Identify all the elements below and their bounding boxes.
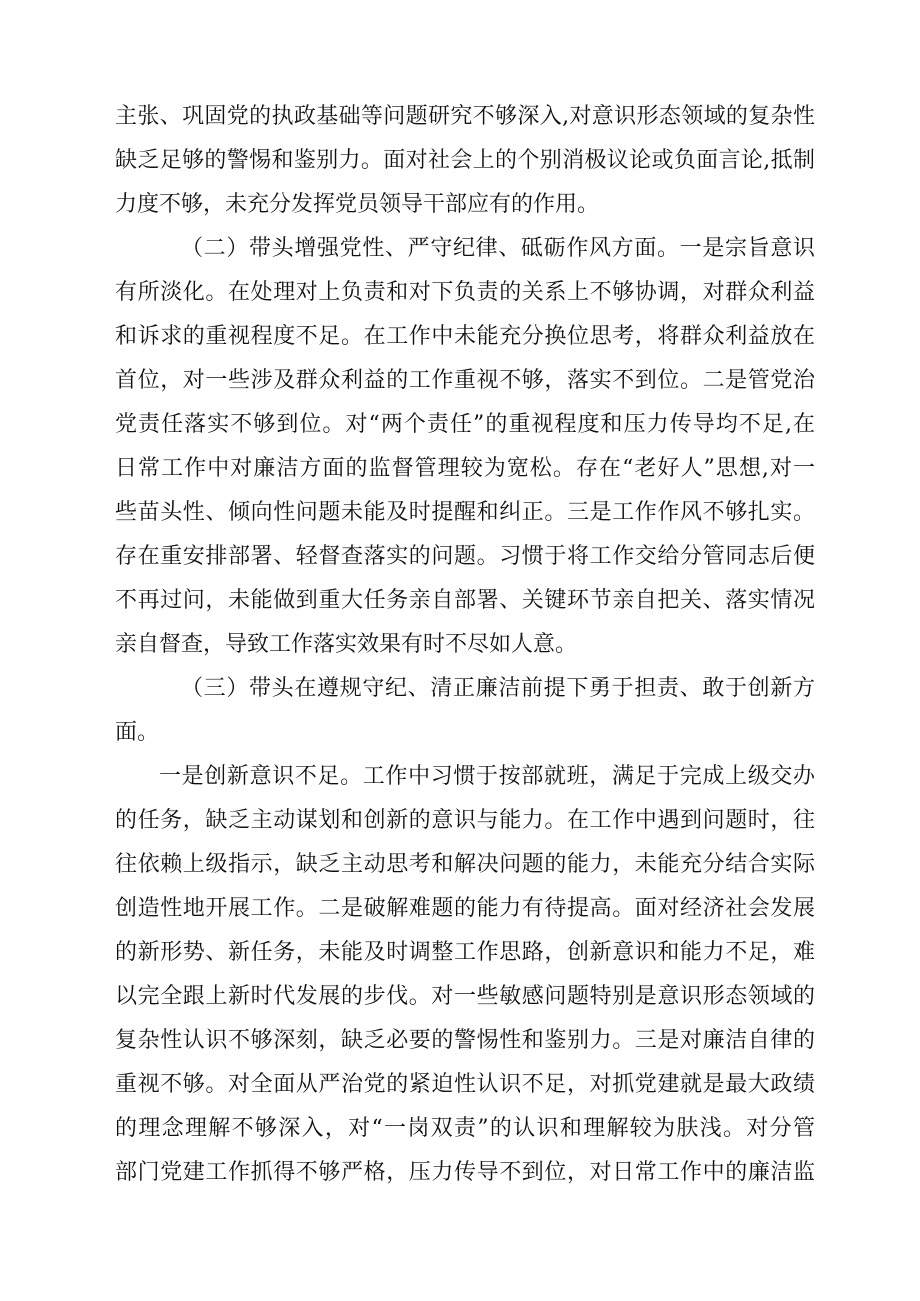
section-heading-2: （二）带头增强党性、严守纪律、砥砺作风方面。一是宗旨意识 bbox=[181, 236, 815, 261]
text-line: 存在重安排部署、轻督查落实的问题。习惯于将工作交给分管同志后便 bbox=[115, 544, 815, 569]
text-line: 党责任落实不够到位。对“两个责任”的重视程度和压力传导均不足,在 bbox=[115, 412, 815, 437]
text-line: 复杂性认识不够深刻，缺乏必要的警惕性和鉴别力。三是对廉洁自律的 bbox=[115, 1028, 815, 1053]
text-line: 的新形势、新任务，未能及时调整工作思路，创新意识和能力不足，难 bbox=[115, 940, 815, 965]
text-line: 以完全跟上新时代发展的步伐。对一些敏感问题特别是意识形态领域的 bbox=[115, 984, 815, 1009]
text-line: 日常工作中对廉洁方面的监督管理较为宽松。存在“老好人”思想,对一 bbox=[115, 456, 815, 481]
text-line: 的任务，缺乏主动谋划和创新的意识与能力。在工作中遇到问题时，往 bbox=[115, 808, 815, 833]
text-line: 不再过问，未能做到重大任务亲自部署、关键环节亲自把关、落实情况 bbox=[115, 588, 815, 613]
text-line: 和诉求的重视程度不足。在工作中未能充分换位思考，将群众利益放在 bbox=[115, 324, 815, 349]
text-line: 首位，对一些涉及群众利益的工作重视不够，落实不到位。二是管党治 bbox=[115, 368, 815, 393]
section-heading-3: （三）带头在遵规守纪、清正廉洁前提下勇于担责、敢于创新方 bbox=[181, 676, 815, 701]
text-line: 主张、巩固党的执政基础等问题研究不够深入,对意识形态领域的复杂性 bbox=[115, 104, 815, 129]
text-line: 缺乏足够的警惕和鉴别力。面对社会上的个别消极议论或负面言论,抵制 bbox=[115, 148, 815, 173]
text-line: 重视不够。对全面从严治党的紧迫性认识不足，对抓党建就是最大政绩 bbox=[115, 1072, 815, 1097]
text-line: 有所淡化。在处理对上负责和对下负责的关系上不够协调，对群众利益 bbox=[115, 280, 815, 305]
text-line: 的理念理解不够深入，对“一岗双责”的认识和理解较为肤浅。对分管 bbox=[115, 1116, 815, 1141]
text-line: 面。 bbox=[115, 720, 160, 745]
text-line: 力度不够，未充分发挥党员领导干部应有的作用。 bbox=[115, 192, 600, 217]
text-line: 往依赖上级指示，缺乏主动思考和解决问题的能力，未能充分结合实际 bbox=[115, 852, 815, 877]
text-line: 部门党建工作抓得不够严格，压力传导不到位，对日常工作中的廉洁监 bbox=[115, 1160, 815, 1185]
paragraph-start: 一是创新意识不足。工作中习惯于按部就班，满足于完成上级交办 bbox=[159, 764, 815, 789]
text-line: 亲自督查，导致工作落实效果有时不尽如人意。 bbox=[115, 632, 578, 657]
text-line: 些苗头性、倾向性问题未能及时提醒和纠正。三是工作作风不够扎实。 bbox=[115, 500, 815, 525]
text-line: 创造性地开展工作。二是破解难题的能力有待提高。面对经济社会发展 bbox=[115, 896, 815, 921]
